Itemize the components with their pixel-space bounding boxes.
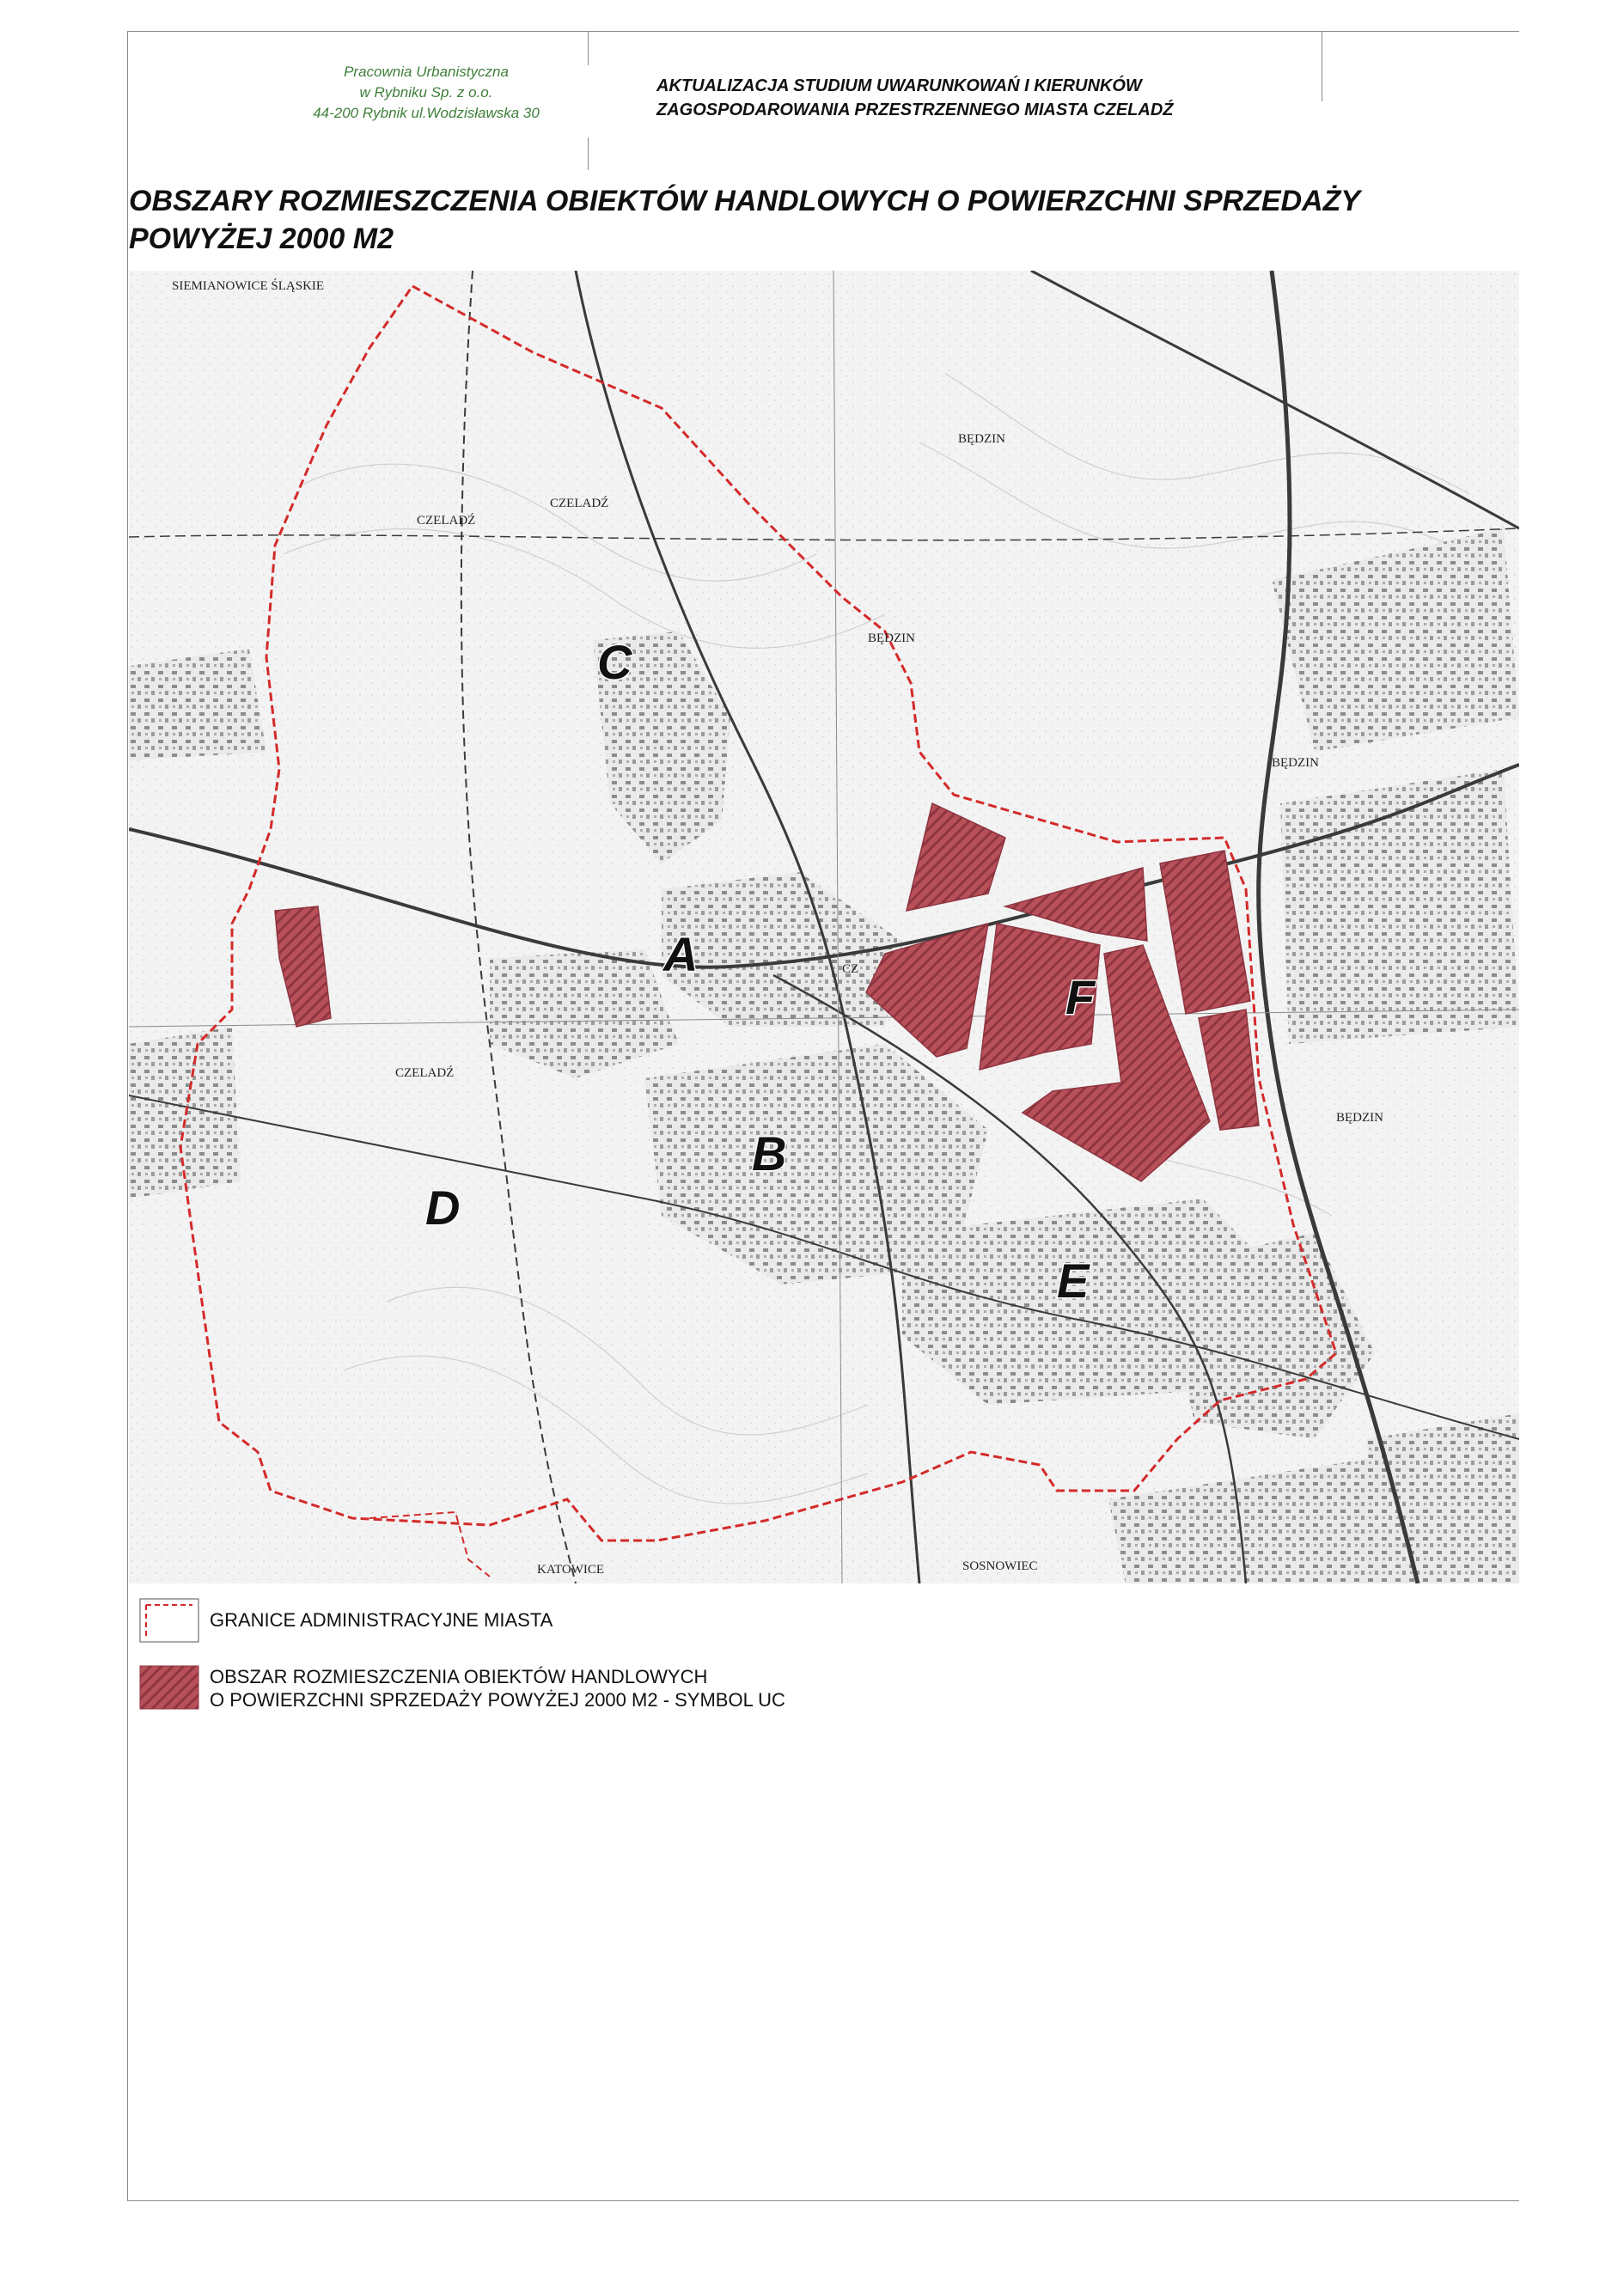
uc-legend-icon [139, 1665, 199, 1710]
map-canvas [129, 271, 1519, 1583]
area-letter-d: D [425, 1181, 461, 1235]
area-letter-c: C [597, 635, 632, 689]
place-name: BĘDZIN [1336, 1111, 1383, 1125]
project-title [656, 74, 1310, 122]
area-letter-b: B [752, 1126, 787, 1181]
map[interactable] [129, 271, 1519, 1583]
place-name: KATOWICE [537, 1563, 605, 1577]
header-divider [588, 137, 589, 170]
sheet-frame-bottom [127, 2200, 1519, 2201]
office-street: 44-200 Rybnik ul.Wodzisławska 30 [313, 105, 540, 121]
place-name: CZ [842, 962, 859, 976]
project-title-line1: AKTUALIZACJA STUDIUM UWARUNKOWAŃ I KIERUNKÓW [656, 76, 1142, 95]
area-letter-a: A [663, 927, 699, 981]
area-letter-e: E [1057, 1254, 1090, 1308]
place-name: SIEMIANOWICE ŚLĄSKIE [172, 279, 325, 293]
legend-item-uc [139, 1665, 998, 1717]
sheet-frame-left [127, 31, 128, 2201]
map-title [129, 182, 1361, 258]
place-name: SOSNOWIEC [962, 1559, 1038, 1573]
area-letter-f: F [1065, 970, 1096, 1024]
map-title-line2: POWYŻEJ 2000 M2 [129, 223, 394, 255]
place-name: BĘDZIN [1272, 756, 1319, 770]
header-divider [588, 31, 589, 65]
place-name: BĘDZIN [958, 432, 1005, 446]
legend-label-boundary: GRANICE ADMINISTRACYJNE MIASTA [210, 1609, 553, 1631]
legend-label-uc-line2: O POWIERZCHNI SPRZEDAŻY POWYŻEJ 2000 M2 - SYMBOL UC [210, 1689, 785, 1711]
place-name: BĘDZIN [868, 631, 915, 645]
office-address [289, 62, 564, 124]
office-company: w Rybniku Sp. z o.o. [359, 84, 493, 101]
project-title-line2: ZAGOSPODAROWANIA PRZESTRZENNEGO MIASTA CZELADŹ [656, 101, 1174, 119]
place-name: CZELADŹ [550, 497, 609, 510]
boundary-legend-icon [139, 1598, 199, 1643]
office-name: Pracownia Urbanistyczna [344, 64, 509, 80]
sheet-frame-top [127, 31, 1519, 32]
place-name: CZELADŹ [417, 514, 476, 528]
map-title-line1: OBSZARY ROZMIESZCZENIA OBIEKTÓW HANDLOWYCH O POWIERZCHNI SPRZEDAŻY [129, 185, 1361, 217]
legend-item-boundary [139, 1598, 998, 1650]
legend-label-uc-line1: OBSZAR ROZMIESZCZENIA OBIEKTÓW HANDLOWYCH [210, 1666, 708, 1687]
place-name: CZELADŹ [395, 1066, 455, 1080]
